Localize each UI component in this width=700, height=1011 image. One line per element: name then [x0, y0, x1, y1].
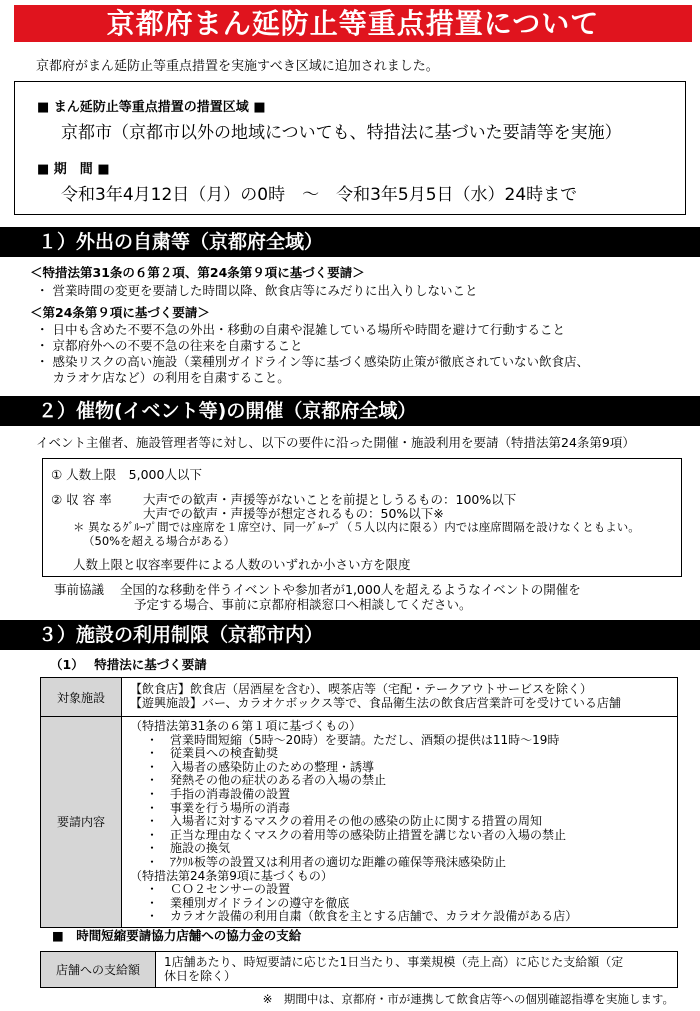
- area-value: 京都市（京都市以外の地域についても、特措法に基づいた要請等を実施）: [61, 123, 622, 143]
- list-item: ・ 営業時間短縮（5時～20時）を要請。ただし、酒類の提供は11時～19時: [146, 732, 560, 747]
- section3-sub: （1） 特措法に基づく要請: [50, 657, 207, 672]
- list-item: ・ ＣＯ２センサーの設置: [146, 882, 291, 897]
- section3-heading: ３）施設の利用制限（京都市内）: [0, 620, 700, 650]
- grant-label: 店舗への支給額: [41, 952, 156, 988]
- section1-sub2-item: カラオケ店など）の利用を自粛すること。: [36, 370, 290, 385]
- section1-sub1: ＜特措法第31条の６第２項、第24条第９項に基づく要請＞: [30, 265, 365, 280]
- section1-heading: １）外出の自粛等（京都府全域）: [0, 227, 700, 257]
- grant-table: [40, 951, 678, 988]
- list-item: ・ ｱｸﾘﾙ板等の設置又は利用者の適切な距離の確保等飛沫感染防止: [146, 854, 507, 869]
- list-item: ・ 事業を行う場所の消毒: [146, 800, 291, 815]
- consult-label: 事前協議: [54, 582, 105, 597]
- request-cell: [122, 717, 678, 928]
- facility-table: [40, 677, 678, 928]
- table-row: [41, 717, 678, 928]
- table-row: [41, 952, 678, 988]
- request-subhead: （特措法第31条の６第１項に基づくもの）: [130, 719, 362, 733]
- section1-sub2-item: ・ 京都府外への不要不急の往来を自粛すること: [36, 338, 303, 353]
- grant-line: 1店舗あたり、時短要請に応じた1日当たり、事業規模（売上高）に応じた支給額（定: [164, 954, 624, 969]
- area-heading: ■ まん延防止等重点措置の措置区域 ■: [37, 100, 266, 115]
- consult-text: 全国的な移動を伴うイベントや参加者が1,000人を超えるようなイベントの開催を: [120, 582, 581, 597]
- grant-heading: ■ 時間短縮要請協力店舗への協力金の支給: [52, 928, 302, 943]
- measures-box: [14, 81, 686, 215]
- target-label: 対象施設: [41, 678, 122, 717]
- section1-sub2-item: ・ 日中も含めた不要不急の外出・移動の自粛や混雑している場所や時間を避けて行動すること: [36, 322, 565, 337]
- section1-sub2: ＜第24条第９項に基づく要請＞: [30, 305, 210, 320]
- section1-sub1-item: ・ 営業時間の変更を要請した時間以降、飲食店等にみだりに出入りしないこと: [36, 283, 478, 298]
- target-line: 【飲食店】飲食店（居酒屋を含む）、喫茶店等（宅配・テークアウトサービスを除く）: [130, 682, 593, 697]
- list-item: ・ 業種別ガイドラインの遵守を徹底: [146, 895, 350, 910]
- target-line: 【遊興施設】バー、カラオケボックス等で、食品衛生法の飲食店営業許可を受けている店舗: [130, 696, 621, 710]
- request-subhead: （特措法第24条第9項に基づくもの）: [130, 868, 333, 883]
- request-label: 要請内容: [41, 717, 122, 928]
- req-capacity-line: 大声での歓声・声援等がないことを前提としうるもの：100%以下: [143, 492, 517, 507]
- list-item: ・ 入場者の感染防止のための整理・誘導: [146, 759, 375, 774]
- page-title: 京都府まん延防止等重点措置について: [14, 5, 692, 42]
- req-capacity-line: 大声での歓声・声援等が想定されるもの：50%以下※: [143, 506, 444, 521]
- footnote: ※ 期間中は、京都府・市が連携して飲食店等への個別確認指導を実施します。: [262, 992, 674, 1006]
- list-item: ・ 入場者に対するマスクの着用その他の感染の防止に関する措置の周知: [146, 814, 543, 829]
- grant-line: 休日を除く）: [164, 968, 237, 983]
- period-heading: ■ 期 間 ■: [37, 162, 110, 177]
- group-seat-note: （50%を超える場合がある）: [83, 534, 236, 548]
- period-value: 令和3年4月12日（月）の0時 ～ 令和3年5月5日（水）24時まで: [61, 185, 578, 205]
- list-item: ・ 施設の換気: [146, 841, 231, 856]
- list-item: ・ カラオケ設備の利用自粛（飲食を主とする店舗で、カラオケ設備がある店）: [146, 909, 578, 924]
- req-headcount: ① 人数上限 5,000人以下: [51, 467, 202, 482]
- list-item: ・ 正当な理由なくマスクの着用等の感染防止措置を講じない者の入場の禁止: [146, 827, 567, 842]
- section2-intro: イベント主催者、施設管理者等に対し、以下の要件に沿った開催・施設利用を要請（特措法第24条第9項）: [36, 435, 635, 450]
- section2-heading: ２）催物(イベント等)の開催（京都府全域）: [0, 396, 700, 426]
- consult-text: 予定する場合、事前に京都府相談窓口へ相談してください。: [134, 597, 472, 612]
- req-capacity-label: ② 収 容 率: [51, 492, 112, 507]
- list-item: ・ 従業員への検査勧奨: [146, 746, 279, 761]
- limit-rule: 人数上限と収容率要件による人数のいずれか小さい方を限度: [73, 557, 411, 572]
- grant-cell: [156, 952, 678, 988]
- group-seat-note: ＊ 異なるｸﾞﾙｰﾌﾟ間では座席を１席空け、同一ｸﾞﾙｰﾌﾟ（５人以内に限る）内では座席間隔を設けなくともよい。: [73, 520, 640, 534]
- list-item: ・ 発熱その他の症状のある者の入場の禁止: [146, 773, 387, 788]
- list-item: ・ 手指の消毒設備の設置: [146, 786, 291, 801]
- table-row: [41, 678, 678, 717]
- event-requirements-box: [42, 458, 682, 577]
- intro-text: 京都府がまん延防止等重点措置を実施すべき区域に追加されました。: [36, 59, 439, 74]
- target-cell: [122, 678, 678, 717]
- section1-sub2-item: ・ 感染リスクの高い施設（業種別ガイドライン等に基づく感染防止策が徹底されていない飲食店、: [36, 354, 589, 369]
